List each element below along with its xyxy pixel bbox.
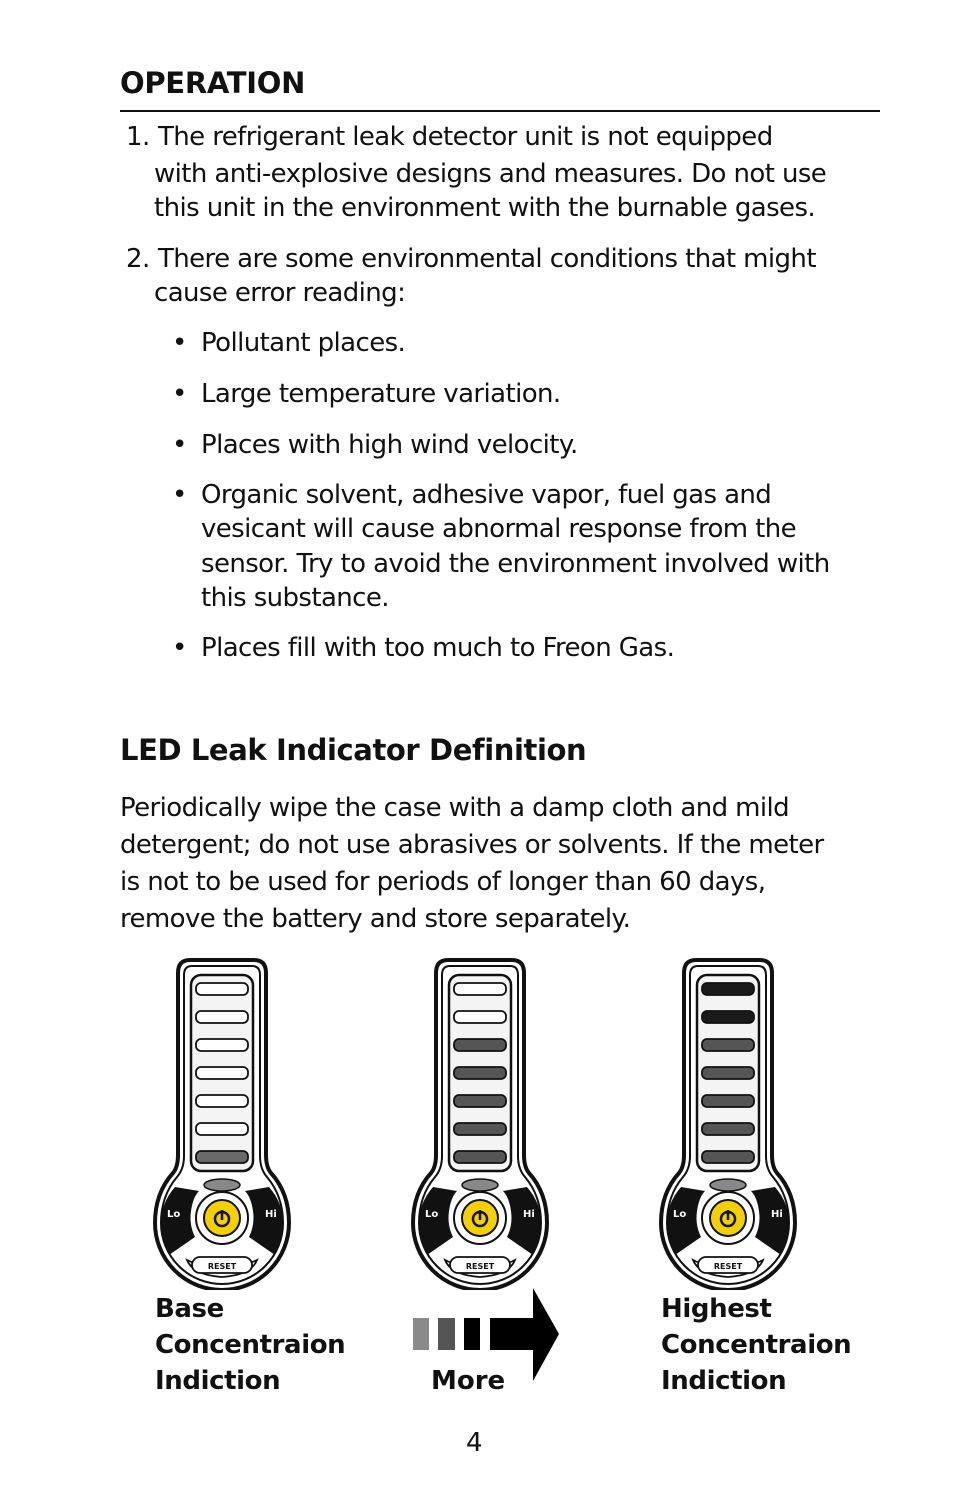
caption-highest-line-3: Indiction [661, 1366, 787, 1396]
lo-label: Lo [673, 1209, 687, 1220]
led-segment [702, 1011, 754, 1023]
led-body-line-4: remove the battery and store separately. [120, 904, 631, 934]
hi-label: Hi [265, 1209, 277, 1220]
bullet-dot: • [172, 430, 188, 460]
led-segment [196, 1039, 248, 1051]
led-segment [702, 1067, 754, 1079]
led-segment [454, 983, 506, 995]
led-body-line-3: is not to be used for periods of longer than 60 days, [120, 867, 766, 897]
led-segment [196, 983, 248, 995]
lo-label: Lo [425, 1209, 439, 1220]
led-segment [196, 1151, 248, 1163]
led-segment [196, 1123, 248, 1135]
led-segment [454, 1123, 506, 1135]
led-segment [702, 1039, 754, 1051]
caption-highest [661, 1291, 851, 1399]
led-body-line-1: Periodically wipe the case with a damp cloth and mild [120, 793, 790, 823]
led-segment [454, 1095, 506, 1107]
led-segment [702, 983, 754, 995]
led-base-cap [710, 1179, 746, 1191]
page-number: 4 [466, 1428, 483, 1458]
caption-highest-line-1: Highest [661, 1294, 772, 1324]
device-base [147, 955, 297, 1290]
led-base-cap [204, 1179, 240, 1191]
led-segment [702, 1151, 754, 1163]
caption-highest-line-2: Concentraion [661, 1330, 852, 1360]
led-segment [196, 1011, 248, 1023]
device-highest [653, 955, 803, 1290]
caption-base-line-1: Base [155, 1294, 224, 1324]
led-heading: LED Leak Indicator Definition [120, 733, 587, 767]
bullet-4-line-2: vesicant will cause abnormal response from the [201, 514, 797, 544]
bullet-1: Pollutant places. [201, 328, 406, 358]
caption-base-line-2: Concentraion [155, 1330, 346, 1360]
caption-base-line-3: Indiction [155, 1366, 281, 1396]
caption-base [155, 1291, 345, 1399]
legend-block-light [413, 1318, 429, 1350]
item-1-line-2: with anti-explosive designs and measures. Do not use [154, 159, 827, 189]
legend-block-mid [438, 1318, 455, 1350]
lo-label: Lo [167, 1209, 181, 1220]
reset-label: RESET [465, 1262, 495, 1271]
item-1-number: 1. [126, 122, 150, 152]
device-middle [405, 955, 555, 1290]
bullet-2: Large temperature variation. [201, 379, 561, 409]
item-2-line-2: cause error reading: [154, 278, 406, 308]
led-segment [702, 1123, 754, 1135]
led-segment [702, 1095, 754, 1107]
bullet-3: Places with high wind velocity. [201, 430, 578, 460]
led-segment [454, 1039, 506, 1051]
led-segment [454, 1067, 506, 1079]
bullet-dot: • [172, 328, 188, 358]
reset-label: RESET [713, 1262, 743, 1271]
led-segment [454, 1151, 506, 1163]
bullet-dot: • [172, 379, 188, 409]
more-label: More [431, 1366, 506, 1396]
item-2-line-1: There are some environmental conditions that might [158, 244, 816, 274]
bullet-dot: • [172, 633, 188, 663]
heading-rule [120, 110, 880, 112]
reset-label: RESET [207, 1262, 237, 1271]
bullet-4-line-1: Organic solvent, adhesive vapor, fuel gas and [201, 480, 772, 510]
led-segment [196, 1067, 248, 1079]
led-body-line-2: detergent; do not use abrasives or solvents. If the meter [120, 830, 824, 860]
hi-label: Hi [523, 1209, 535, 1220]
operation-heading: OPERATION [120, 66, 306, 100]
bullet-4-line-4: this substance. [201, 583, 389, 613]
led-segment [196, 1095, 248, 1107]
led-segment [454, 1011, 506, 1023]
item-1-line-1: The refrigerant leak detector unit is not equipped [158, 122, 773, 152]
legend-block-dark [464, 1318, 480, 1350]
bullet-5: Places fill with too much to Freon Gas. [201, 633, 675, 663]
led-base-cap [462, 1179, 498, 1191]
bullet-dot: • [172, 480, 188, 510]
item-2-number: 2. [126, 244, 150, 274]
item-1-line-3: this unit in the environment with the burnable gases. [154, 193, 816, 223]
bullet-4-line-3: sensor. Try to avoid the environment involved with [201, 549, 830, 579]
led-body [120, 790, 880, 938]
hi-label: Hi [771, 1209, 783, 1220]
